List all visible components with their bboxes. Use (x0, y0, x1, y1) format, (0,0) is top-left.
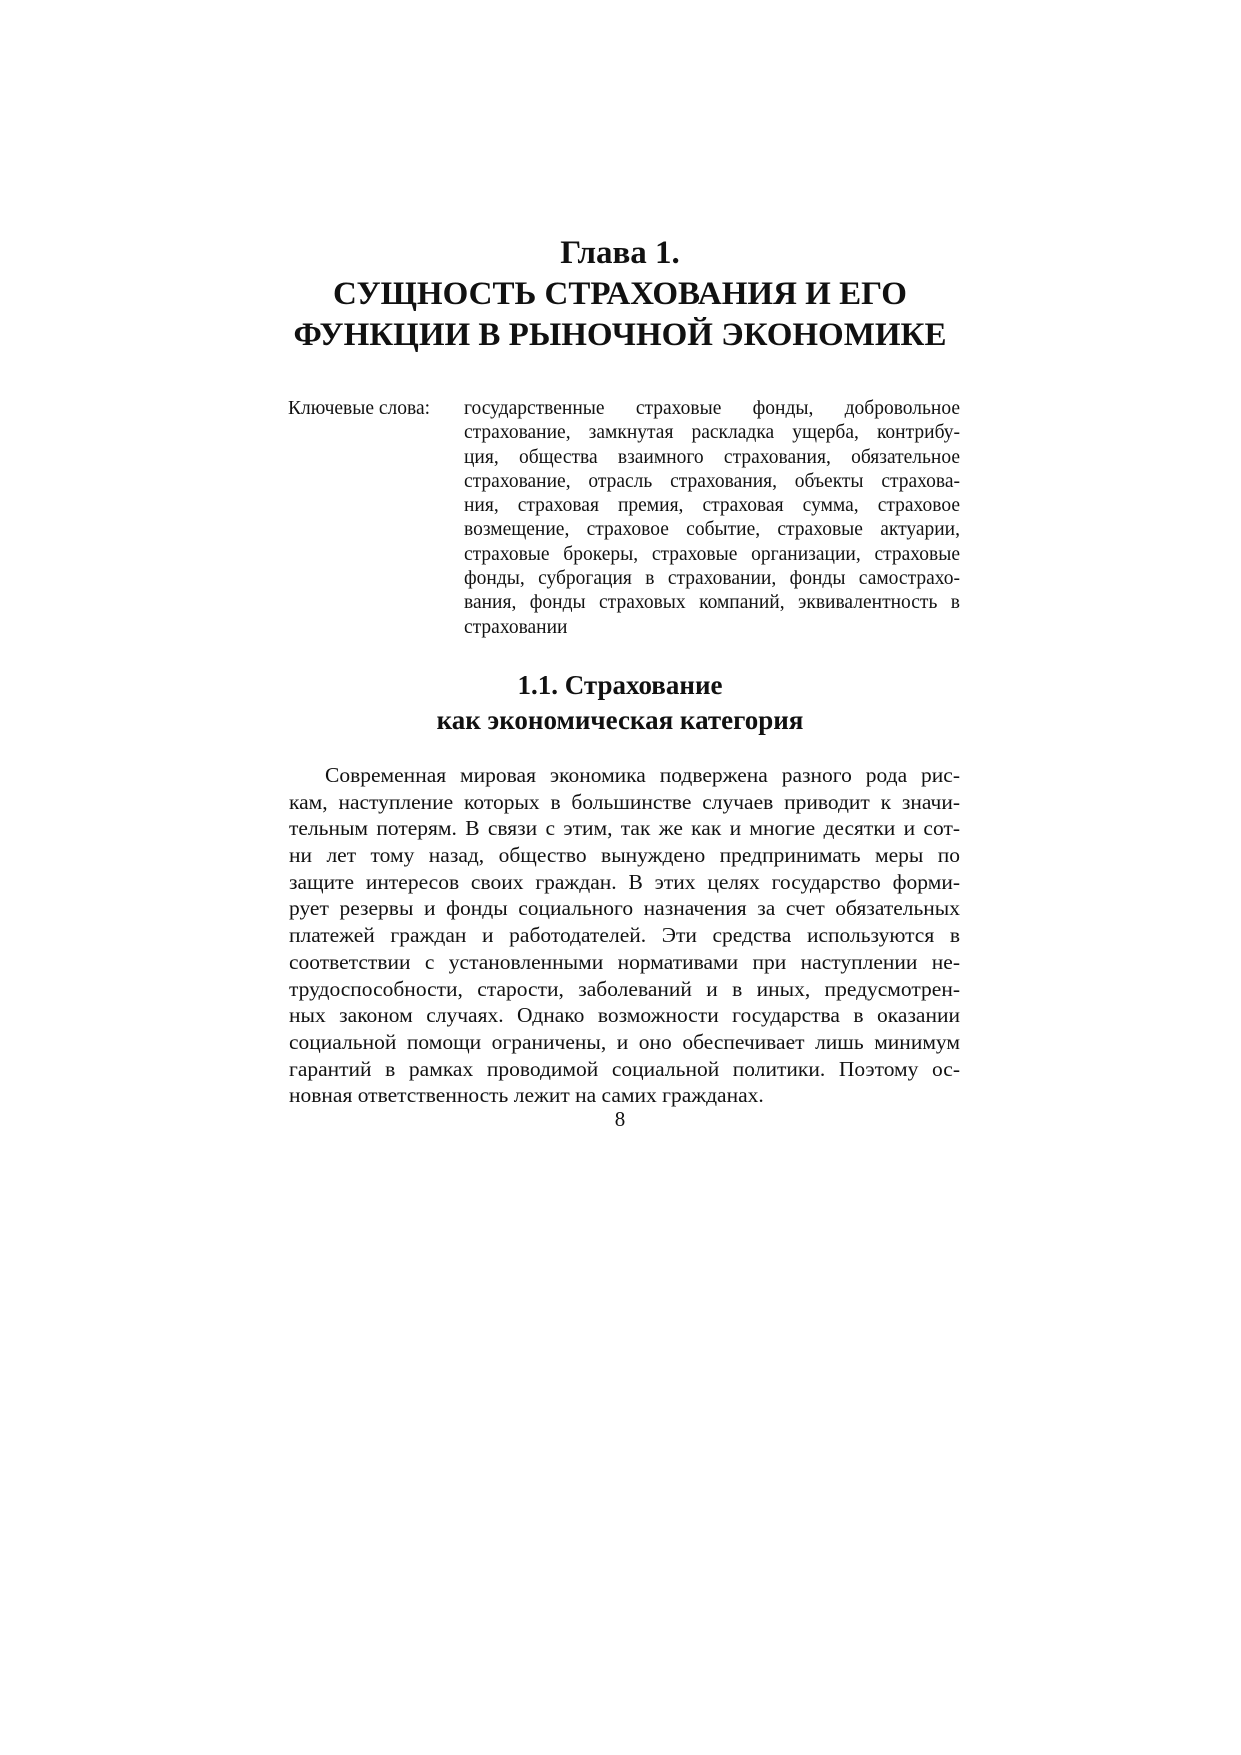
keywords-line: государственные страховые фонды, добровольное (464, 398, 960, 419)
section-title-line: как экономическая категория (436, 705, 804, 735)
paragraph-line: кам, наступление которых в большинстве случаев приводит к значи- (289, 789, 960, 814)
section-heading (300, 668, 940, 738)
chapter-title-line: ФУНКЦИИ В РЫНОЧНОЙ ЭКОНОМИКЕ (293, 317, 947, 353)
keywords-line: возмещение, страховое событие, страховые актуарии, (464, 519, 960, 541)
chapter-title-line: СУЩНОСТЬ СТРАХОВАНИЯ И ЕГО (333, 276, 907, 312)
paragraph-line: тельным потерям. В связи с этим, так же как и многие десятки и сот- (289, 816, 960, 841)
keywords-list (464, 397, 960, 640)
keywords-label: Ключевые слова: (288, 398, 431, 419)
paragraph-line: рует резервы и фонды социального назначения за счет обязательных (289, 896, 960, 921)
paragraph-line: ных законом случаях. Однако возможности государства в оказании (289, 1003, 960, 1028)
paragraph-line: Современная мировая экономика подвержена разного рода рис- (325, 763, 960, 787)
paragraph-line: гарантий в рамках проводимой социальной политики. Поэтому ос- (289, 1056, 960, 1081)
chapter-heading (240, 233, 1000, 356)
keywords-line: страховые брокеры, страховые организации, страховые (464, 543, 960, 565)
chapter-label: Глава 1. (560, 235, 680, 271)
body-paragraph (289, 762, 960, 1109)
paragraph-line: социальной помощи ограничены, и оно обеспечивает лишь минимум (289, 1029, 960, 1054)
paragraph-line: платежей граждан и работодателей. Эти средства используются в (289, 923, 960, 948)
keywords-line: страхование, замкнутая раскладка ущерба, контрибу- (464, 422, 960, 444)
paragraph-line: ни лет тому назад, общество вынуждено предпринимать меры по (289, 843, 960, 868)
section-title-line: 1.1. Страхование (517, 670, 723, 700)
paragraph-line: трудоспособности, старости, заболеваний и в иных, предусмотрен- (289, 976, 960, 1001)
keywords-line: страхование, отрасль страхования, объекты страхова- (464, 470, 960, 492)
keywords-line: страховании (464, 616, 568, 638)
keywords-line: ция, общества взаимного страхования, обязательное (464, 446, 960, 468)
keywords-line: ния, страховая премия, страховая сумма, страховое (464, 495, 960, 517)
paragraph-line: новная ответственность лежит на самих гражданах. (289, 1083, 764, 1108)
paragraph-line: защите интересов своих граждан. В этих целях государство форми- (289, 869, 960, 894)
keywords-line: фонды, суброгация в страховании, фонды самострахо- (464, 568, 960, 590)
page-number: 8 (614, 1107, 626, 1131)
keywords-line: вания, фонды страховых компаний, эквивалентность в (464, 592, 960, 614)
paragraph-line: соответствии с установленными нормативами при наступлении не- (289, 949, 960, 974)
